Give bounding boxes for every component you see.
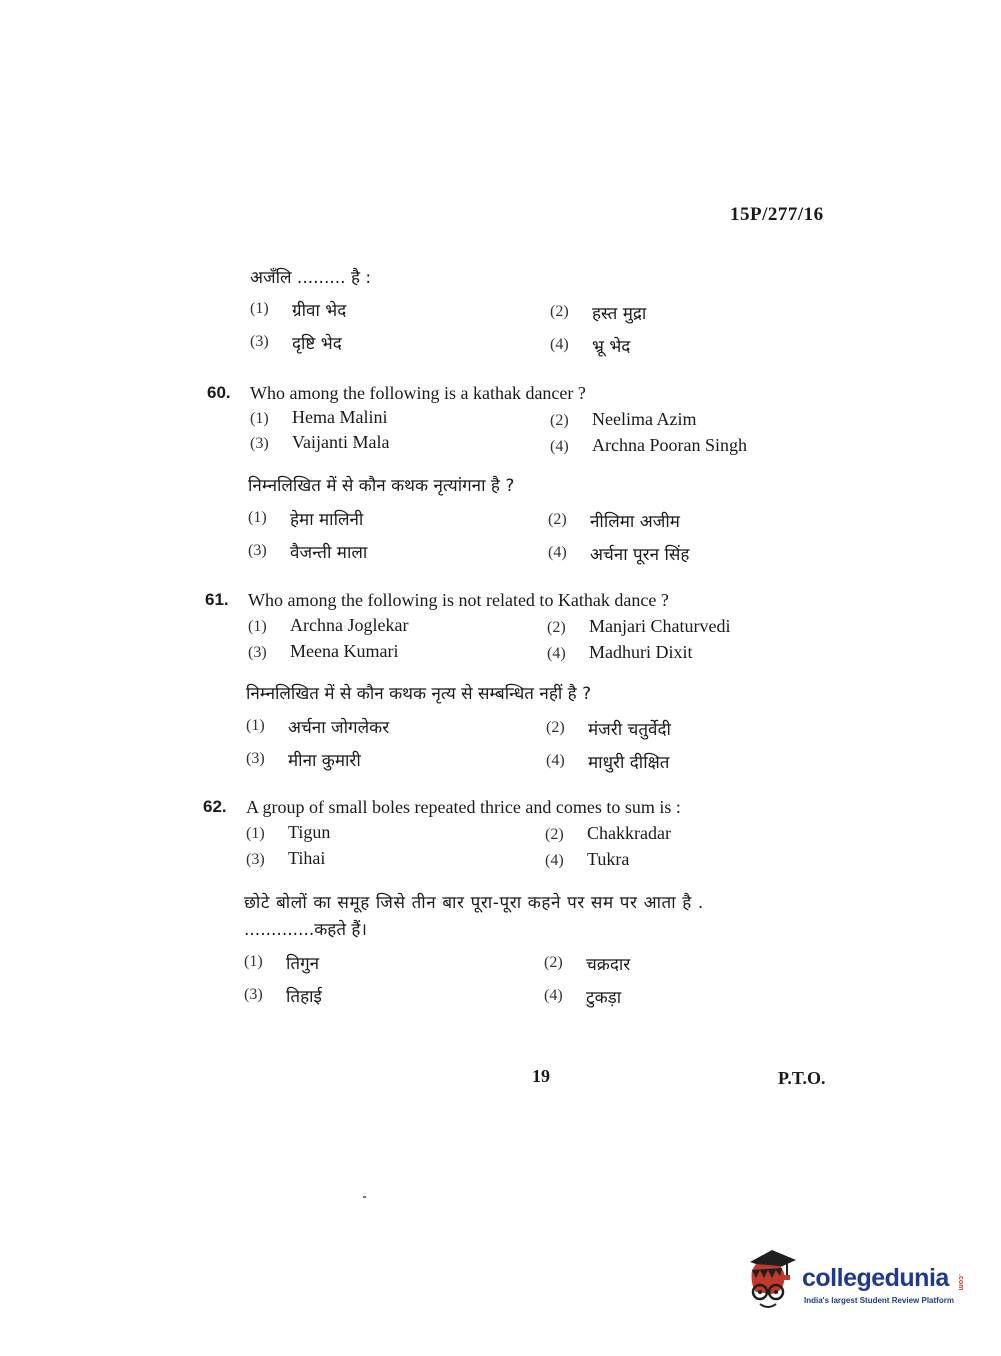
q62-hi-opt4-num: (4) [544,987,563,1004]
q62-hi-opt2-num: (2) [544,954,563,971]
q62-hindi-stem-line1: छोटे बोलों का समूह जिसे तीन बार पूरा-पूरा कहने पर सम पर आता है . [244,893,704,913]
q60-en-opt1-text: Hema Malini [292,407,388,427]
q59-hindi-stem: अजँलि ......... है : [250,268,372,288]
q60-hi-opt3-num: (3) [248,542,267,559]
q62-en-opt4-text: Tukra [587,849,630,869]
q62-number: 62. [203,797,227,816]
q59-opt1-text: ग्रीवा भेद [292,301,347,321]
scan-speck [363,1196,366,1198]
q59-opt3-num: (3) [250,333,269,350]
q59-opt4-text: भ्रू भेद [592,337,631,357]
q60-en-opt3-text: Vaijanti Mala [292,432,390,452]
q59-opt2-text: हस्त मुद्रा [592,304,647,324]
pto-label: P.T.O. [778,1068,826,1088]
q61-en-opt1-num: (1) [248,618,267,635]
q60-en-opt2-num: (2) [550,412,569,429]
q59-opt3-text: दृष्टि भेद [292,334,342,354]
mascot-icon [742,1248,800,1314]
q60-hi-opt4-text: अर्चना पूरन सिंह [590,545,690,565]
q62-hindi-stem-line2: .............कहते हैं। [244,920,367,940]
q61-number: 61. [205,590,229,609]
brand-tagline: India's largest Student Review Platform [804,1296,954,1305]
brand-suffix: .com [957,1274,964,1291]
q62-en-opt3-num: (3) [246,851,265,868]
q60-hi-opt4-num: (4) [548,544,567,561]
q59-opt2-num: (2) [550,303,569,320]
q61-en-opt4-num: (4) [547,645,566,662]
q60-en-opt4-num: (4) [550,438,569,455]
q61-en-opt3-num: (3) [248,644,267,661]
q62-hi-opt1-num: (1) [244,953,263,970]
q59-opt1-num: (1) [250,300,269,317]
q60-hi-opt2-text: नीलिमा अजीम [590,512,680,532]
q62-en-opt2-num: (2) [545,826,564,843]
q62-hi-opt3-text: तिहाई [286,987,322,1007]
q61-hi-opt4-num: (4) [546,752,565,769]
q60-hindi-stem: निम्नलिखित में से कौन कथक नृत्यांगना है ? [248,476,515,496]
q60-en-opt3-num: (3) [250,435,269,452]
q61-hi-opt2-num: (2) [546,719,565,736]
q61-hi-opt1-num: (1) [246,717,265,734]
q62-en-opt3-text: Tihai [288,848,326,868]
paper-code: 15P/277/16 [730,204,824,225]
q60-hi-opt1-num: (1) [248,509,267,526]
q61-en-opt2-text: Manjari Chaturvedi [589,616,731,636]
q61-en-opt2-num: (2) [547,619,566,636]
q60-hi-opt1-text: हेमा मालिनी [290,510,364,530]
q61-en-opt1-text: Archna Joglekar [290,615,409,635]
q61-hi-opt4-text: माधुरी दीक्षित [588,753,670,773]
q61-hi-opt2-text: मंजरी चतुर्वेदी [588,720,671,740]
q61-en-opt4-text: Madhuri Dixit [589,642,693,662]
q62-en-opt1-text: Tigun [288,822,331,842]
q60-english-stem: Who among the following is a kathak dancer ? [250,383,586,403]
q60-hi-opt3-text: वैजन्ती माला [290,543,368,563]
q62-hi-opt4-text: टुकड़ा [586,988,622,1008]
collegedunia-watermark [742,1248,972,1318]
page-number: 19 [532,1066,550,1086]
q61-hi-opt3-num: (3) [246,750,265,767]
q62-hi-opt2-text: चक्रदार [586,955,631,975]
q62-english-stem: A group of small boles repeated thrice and comes to sum is : [246,797,681,817]
brand-name: collegedunia [802,1264,949,1292]
q61-en-opt3-text: Meena Kumari [290,641,399,661]
q60-en-opt2-text: Neelima Azim [592,409,697,429]
q60-en-opt1-num: (1) [250,410,269,427]
q59-opt4-num: (4) [550,336,569,353]
q60-hi-opt2-num: (2) [548,511,567,528]
q60-en-opt4-text: Archna Pooran Singh [592,435,747,455]
q62-en-opt1-num: (1) [246,825,265,842]
q61-hi-opt3-text: मीना कुमारी [288,751,361,771]
q61-english-stem: Who among the following is not related to Kathak dance ? [248,590,669,610]
q61-hi-opt1-text: अर्चना जोगलेकर [288,718,390,738]
q61-hindi-stem: निम्नलिखित में से कौन कथक नृत्य से सम्बन्धित नहीं है ? [246,684,592,704]
q62-en-opt4-num: (4) [545,852,564,869]
q62-hi-opt3-num: (3) [244,986,263,1003]
q60-number: 60. [207,383,231,402]
q62-en-opt2-text: Chakkradar [587,823,671,843]
q62-hi-opt1-text: तिगुन [286,954,320,974]
